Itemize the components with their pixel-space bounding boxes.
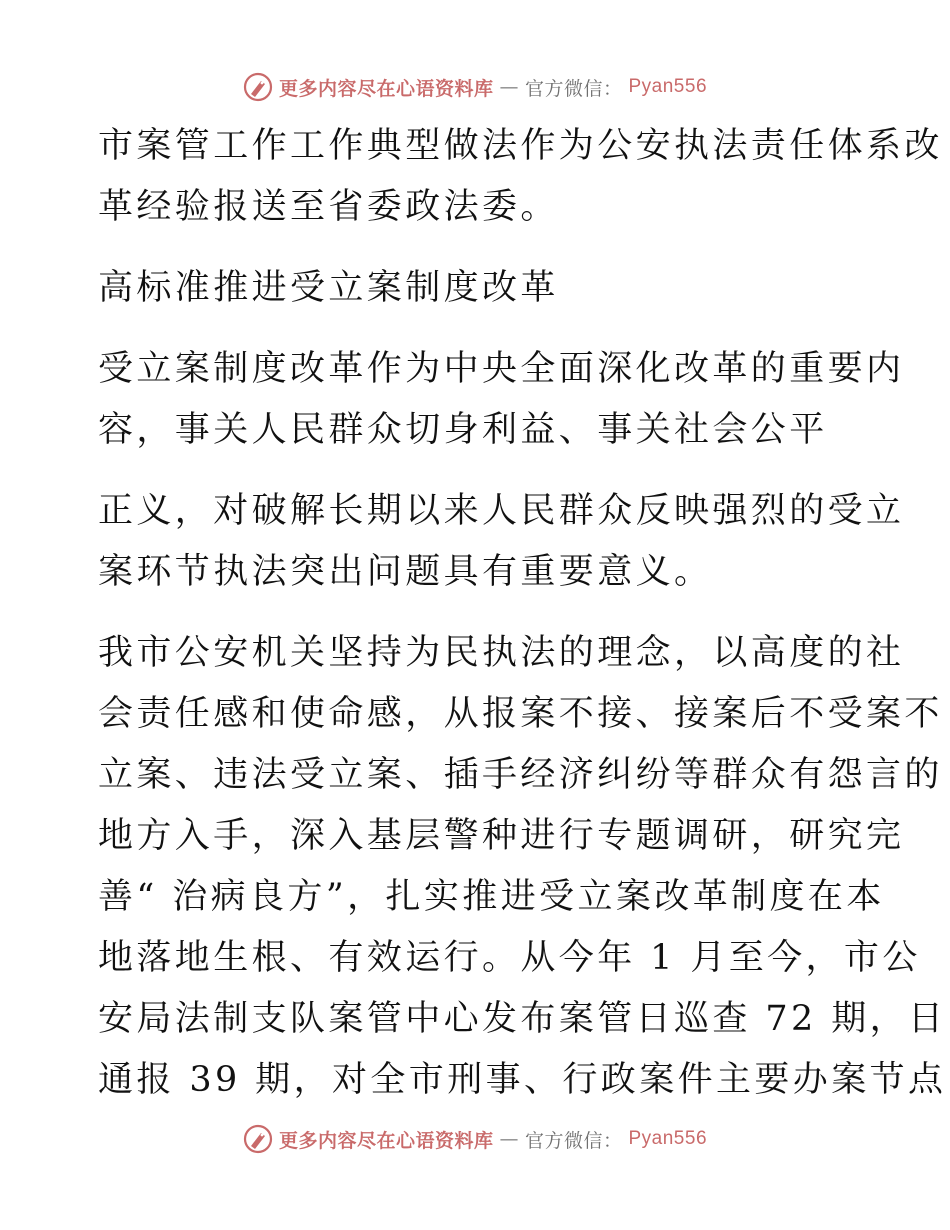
pen-nib-logo-icon bbox=[243, 72, 273, 102]
text-line: 正义，对破解长期以来人民群众反映强烈的受立 bbox=[98, 491, 905, 531]
watermark-wechat-id: Pyan556 bbox=[628, 1128, 708, 1149]
paragraph bbox=[98, 339, 905, 461]
paragraph bbox=[98, 481, 905, 603]
text-line: 革经验报送至省委政法委。 bbox=[98, 187, 559, 227]
text-line: 我市公安机关坚持为民执法的理念，以高度的社 bbox=[98, 633, 905, 673]
paragraph bbox=[98, 116, 943, 238]
watermark-wechat-label: 官方微信： bbox=[524, 1129, 623, 1152]
text-line: 地落地生根、有效运行。从今年 1 月至今，市公 bbox=[98, 938, 921, 978]
watermark-footer bbox=[0, 1124, 950, 1154]
text-line: 案环节执法突出问题具有重要意义。 bbox=[98, 552, 713, 592]
paragraph bbox=[98, 623, 947, 1111]
text-line: 安局法制支队案管中心发布案管日巡查 72 期，日 bbox=[98, 999, 947, 1039]
text-line: 通报 39 期，对全市刑事、行政案件主要办案节点 bbox=[98, 1060, 947, 1100]
watermark-separator: — bbox=[499, 76, 519, 98]
watermark-brand: 更多内容尽在心语资料库 bbox=[278, 77, 494, 100]
text-line: 善“ 治病良方”，扎实推进受立案改革制度在本 bbox=[98, 877, 885, 917]
watermark-separator: — bbox=[499, 1128, 519, 1150]
section-heading bbox=[98, 258, 858, 319]
text-line: 会责任感和使命感，从报案不接、接案后不受案不 bbox=[98, 694, 943, 734]
text-line: 地方入手，深入基层警种进行专题调研，研究完 bbox=[98, 816, 905, 856]
heading-line: 高标准推进受立案制度改革 bbox=[98, 268, 559, 308]
watermark-header bbox=[0, 72, 950, 102]
text-line: 受立案制度改革作为中央全面深化改革的重要内 bbox=[98, 349, 905, 389]
pen-nib-logo-icon bbox=[243, 1124, 273, 1154]
text-line: 容，事关人民群众切身利益、事关社会公平 bbox=[98, 410, 828, 450]
document-body bbox=[98, 116, 947, 1111]
watermark-brand: 更多内容尽在心语资料库 bbox=[278, 1129, 494, 1152]
text-line: 立案、违法受立案、插手经济纠纷等群众有怨言的 bbox=[98, 755, 943, 795]
watermark-wechat-id: Pyan556 bbox=[628, 76, 708, 97]
text-line: 市案管工作工作典型做法作为公安执法责任体系改 bbox=[98, 126, 943, 166]
watermark-wechat-label: 官方微信： bbox=[524, 77, 623, 100]
